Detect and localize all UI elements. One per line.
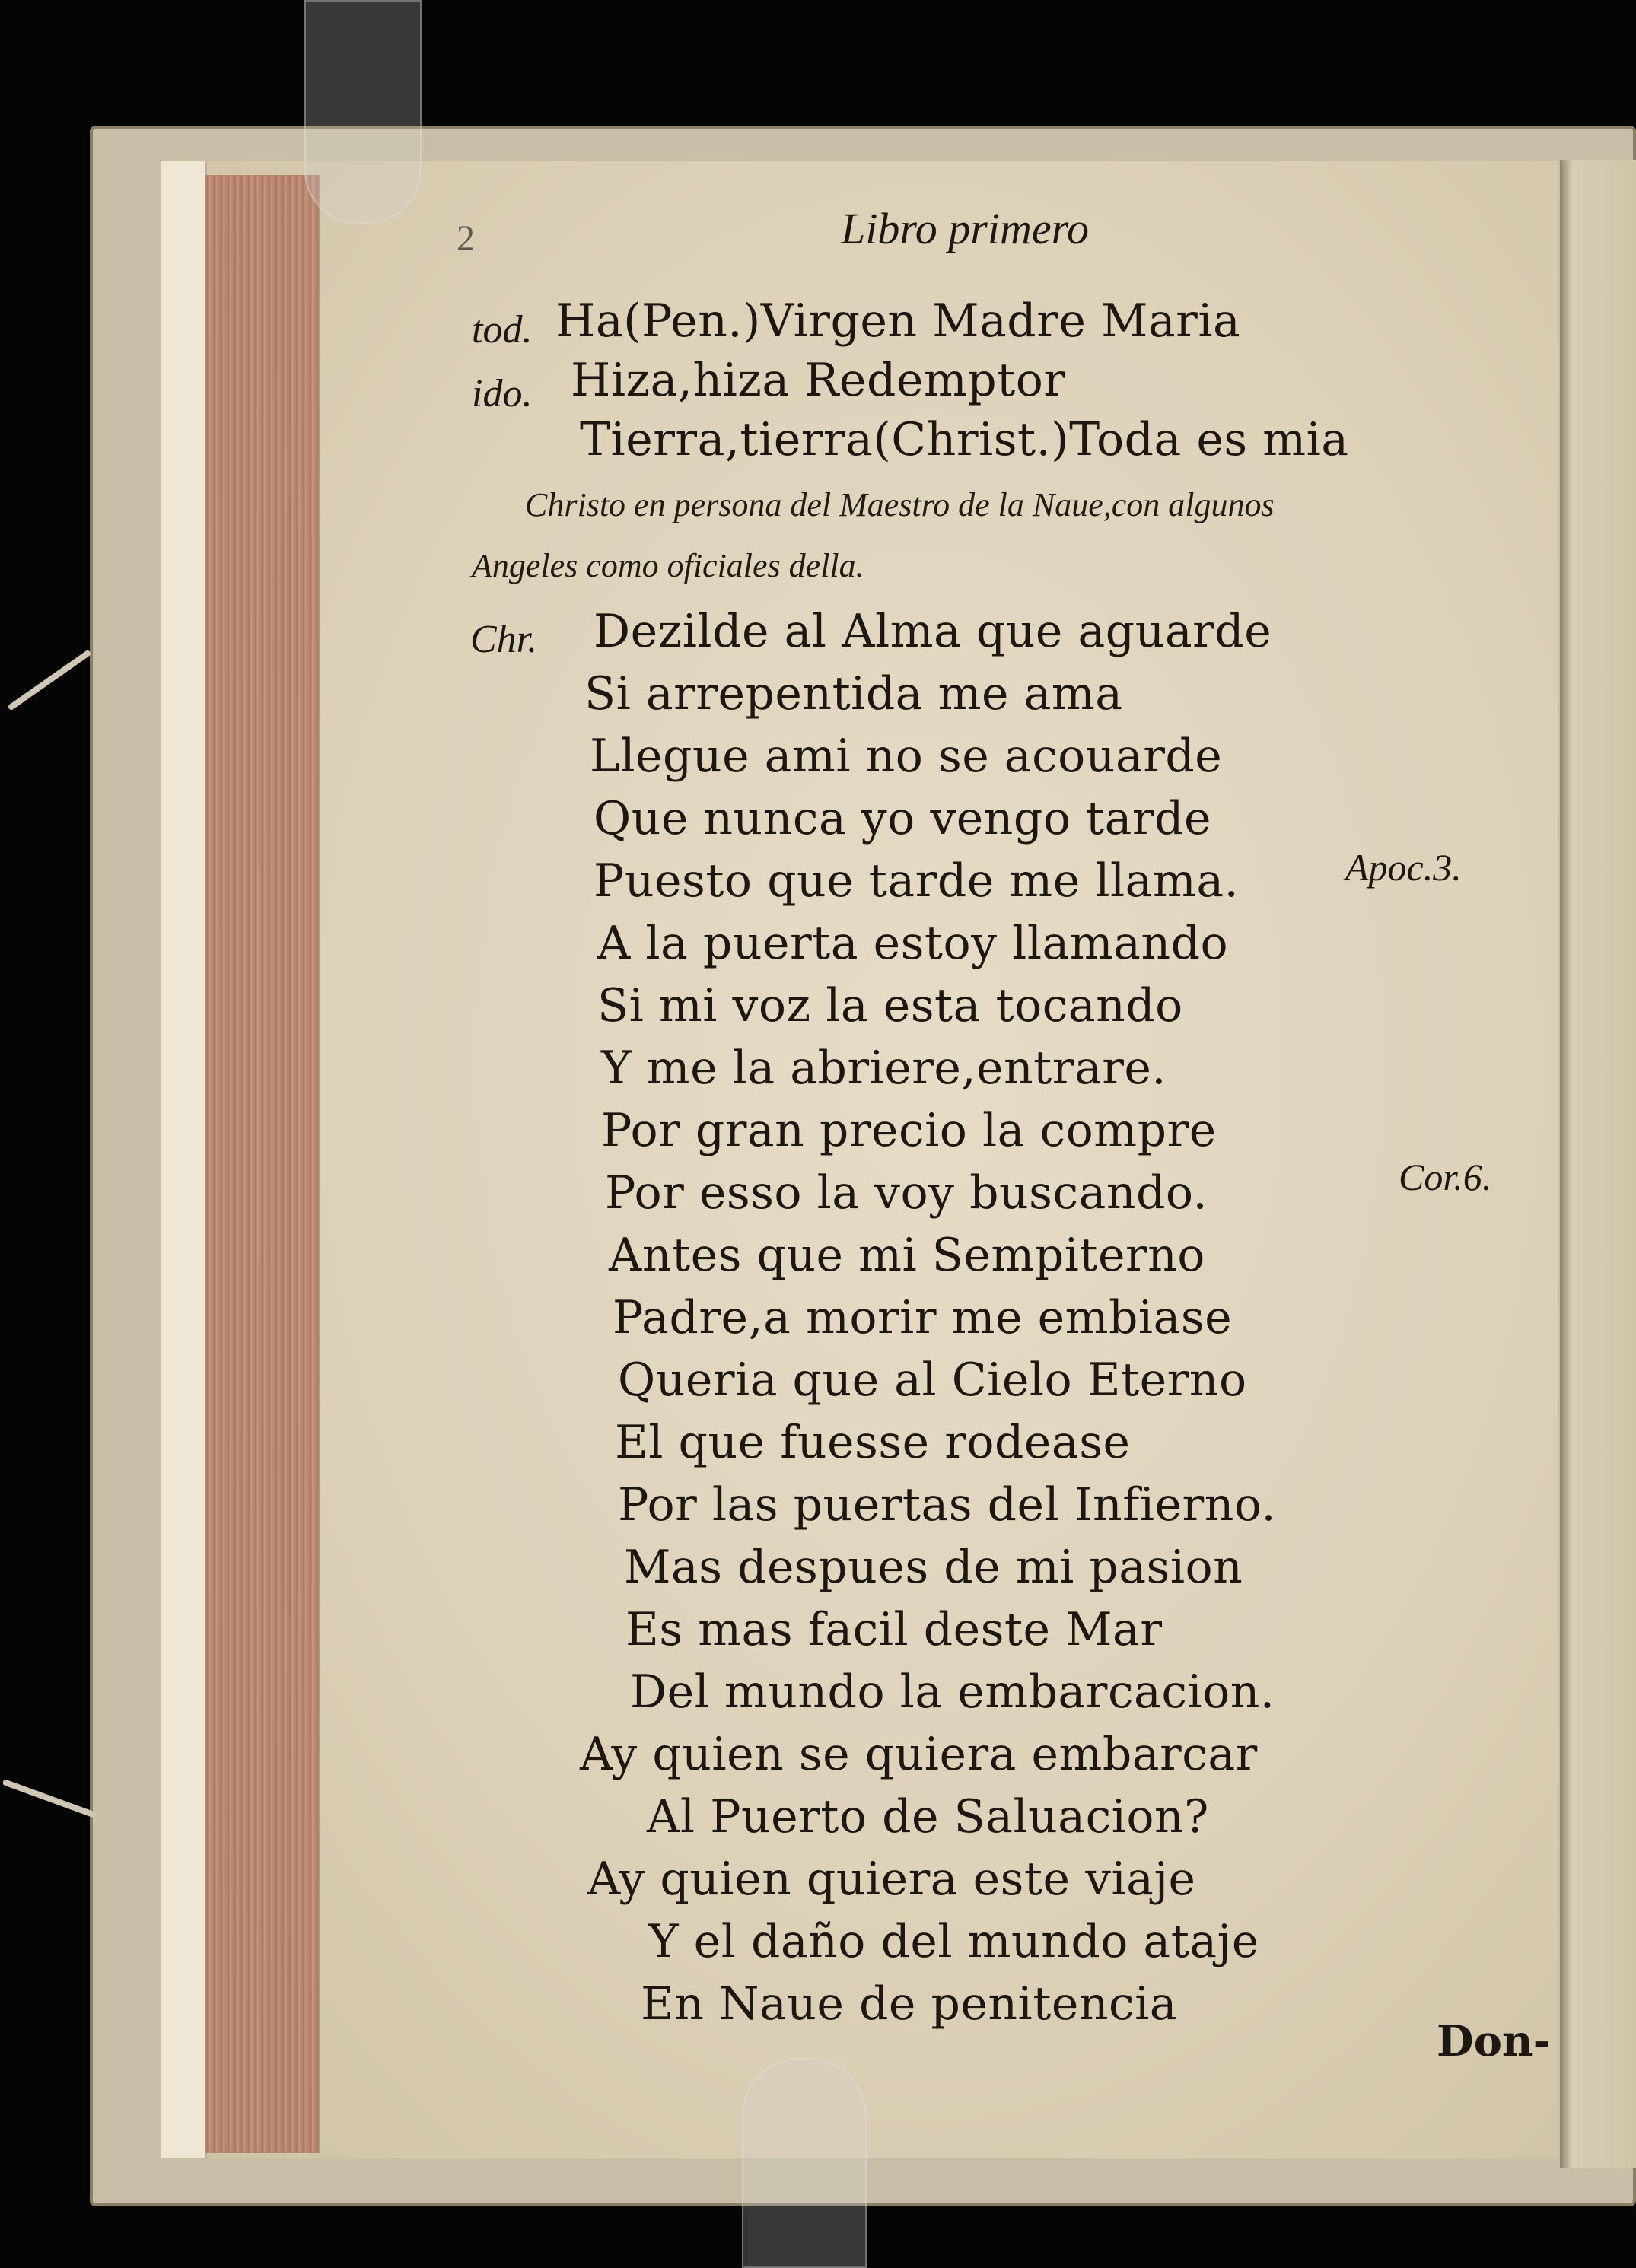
binding-string — [2, 1779, 97, 1818]
verse-line: Por las puertas del Infierno. — [618, 1478, 1277, 1532]
verse-line: Si mi voz la esta tocando — [597, 979, 1183, 1032]
stage-direction: Angeles como oficiales della. — [472, 547, 864, 584]
verse-line: Y el daño del mundo ataje — [648, 1915, 1259, 1968]
speaker-label: tod. — [472, 308, 533, 351]
verse-line: Del mundo la embarcacion. — [630, 1665, 1275, 1719]
verse-line: Dezilde al Alma que aguarde — [594, 605, 1272, 658]
stage-direction: Christo en persona del Maestro de la Naue,con algunos — [525, 486, 1275, 523]
binding-string — [7, 649, 91, 711]
verse-line: Antes que mi Sempiterno — [609, 1229, 1205, 1282]
verse-line: Ha(Pen.)Virgen Madre Maria — [555, 294, 1241, 348]
verse-line: Si arrepentida me ama — [584, 667, 1123, 720]
speaker-label: Chr. — [470, 618, 538, 661]
verse-line: Ay quien quiera este viaje — [587, 1853, 1196, 1906]
verse-line: Puesto que tarde me llama. — [594, 854, 1240, 908]
verse-line: Hiza,hiza Redemptor — [571, 354, 1066, 407]
page-clip-bottom — [742, 2058, 867, 2268]
verse-line: Y me la abriere,entrare. — [601, 1042, 1167, 1095]
verse-line: Tierra,tierra(Christ.)Toda es mia — [580, 413, 1349, 466]
page-clip-top — [304, 0, 422, 224]
verse-line: Por gran precio la compre — [601, 1104, 1217, 1157]
speaker-label: ido. — [472, 372, 533, 415]
verse-line: A la puerta estoy llamando — [597, 917, 1229, 970]
red-stained-edge — [205, 175, 320, 2153]
margin-note: Apoc.3. — [1345, 846, 1462, 889]
facing-page-edge — [1560, 160, 1636, 2168]
verse-line: Ay quien se quiera embarcar — [580, 1728, 1258, 1781]
catchword: Don- — [1437, 2016, 1551, 2066]
verse-line: Es mas facil deste Mar — [625, 1603, 1163, 1656]
verse-line: Queria que al Cielo Eterno — [618, 1353, 1247, 1407]
running-head: Libro primero — [841, 204, 1090, 253]
verse-line: Por esso la voy buscando. — [605, 1166, 1208, 1220]
verse-line: El que fuesse rodease — [615, 1416, 1131, 1469]
verse-line: En Naue de penitencia — [641, 1977, 1178, 2031]
verse-line: Llegue ami no se acouarde — [590, 730, 1223, 783]
margin-note: Cor.6. — [1399, 1156, 1492, 1198]
verse-line: Mas despues de mi pasion — [624, 1541, 1243, 1594]
verse-line: Al Puerto de Saluacion? — [647, 1790, 1209, 1843]
page-edge — [161, 161, 207, 2158]
verse-line: Que nunca yo vengo tarde — [594, 792, 1212, 845]
verse-line: Padre,a morir me embiase — [613, 1291, 1233, 1344]
page-number: 2 — [457, 218, 475, 259]
